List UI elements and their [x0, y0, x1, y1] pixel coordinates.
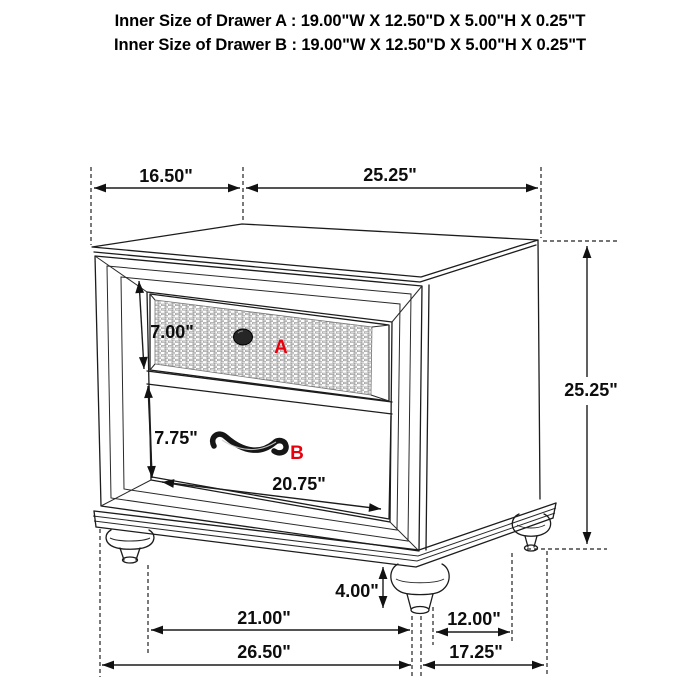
dim-drawer-b-width	[162, 474, 381, 509]
front-left-foot	[106, 530, 154, 563]
drawer-b-letter: B	[290, 443, 304, 464]
dim-label-side-depth-feet: 12.00"	[447, 609, 501, 629]
dim-top-depth	[246, 165, 538, 188]
dim-label-drawer-b-height: 7.75"	[154, 428, 198, 448]
miter-bottom-left	[101, 480, 151, 506]
drawer-a	[150, 294, 389, 401]
dim-label-front-width-feet: 21.00"	[237, 608, 291, 628]
feet	[106, 514, 551, 614]
dim-overall-height	[564, 246, 618, 544]
spec-line-drawer-a: Inner Size of Drawer A : 19.00"W X 12.50"D X 5.00"H X 0.25"T	[114, 12, 586, 30]
nightstand	[92, 224, 556, 614]
drawer-a-letter: A	[274, 337, 288, 358]
top-face-outline	[92, 224, 538, 277]
drawer-b	[149, 386, 391, 519]
top-face	[92, 224, 538, 282]
dim-drawer-b-height	[148, 386, 198, 478]
front-face-outline	[95, 256, 422, 551]
handle-left-scroll	[217, 438, 221, 442]
side-front-bevel	[426, 285, 429, 550]
base-molding	[93, 503, 556, 567]
side-panel	[426, 240, 540, 550]
side-back-edge	[538, 240, 540, 499]
frame-line-mid	[107, 266, 411, 541]
dim-label-top-depth: 25.25"	[363, 165, 417, 185]
dim-side-depth-feet	[436, 609, 510, 632]
dim-label-overall-width: 26.50"	[237, 642, 291, 662]
dim-label-top-width: 16.50"	[139, 166, 193, 186]
front-right-foot	[391, 564, 449, 614]
dim-front-width-feet	[151, 608, 410, 630]
cane-texture-panel	[155, 300, 372, 395]
dim-label-drawer-b-width: 20.75"	[272, 474, 326, 494]
rear-right-foot	[512, 514, 550, 551]
dim-label-overall-depth: 17.25"	[449, 642, 503, 662]
dim-label-overall-height: 25.25"	[564, 380, 618, 400]
extension-lines	[91, 167, 620, 679]
dim-overall-depth	[423, 642, 544, 665]
dim-label-drawer-a-height: 7.00"	[150, 322, 194, 342]
spec-line-drawer-b: Inner Size of Drawer B : 19.00"W X 12.50"D X 5.00"H X 0.25"T	[114, 36, 586, 54]
dim-foot-height	[335, 567, 383, 608]
front-face	[95, 256, 422, 551]
dim-label-foot-height: 4.00"	[335, 581, 379, 601]
molding-line-4	[96, 518, 553, 567]
drawer-b-face	[149, 386, 391, 519]
dim-top-width	[94, 166, 240, 188]
